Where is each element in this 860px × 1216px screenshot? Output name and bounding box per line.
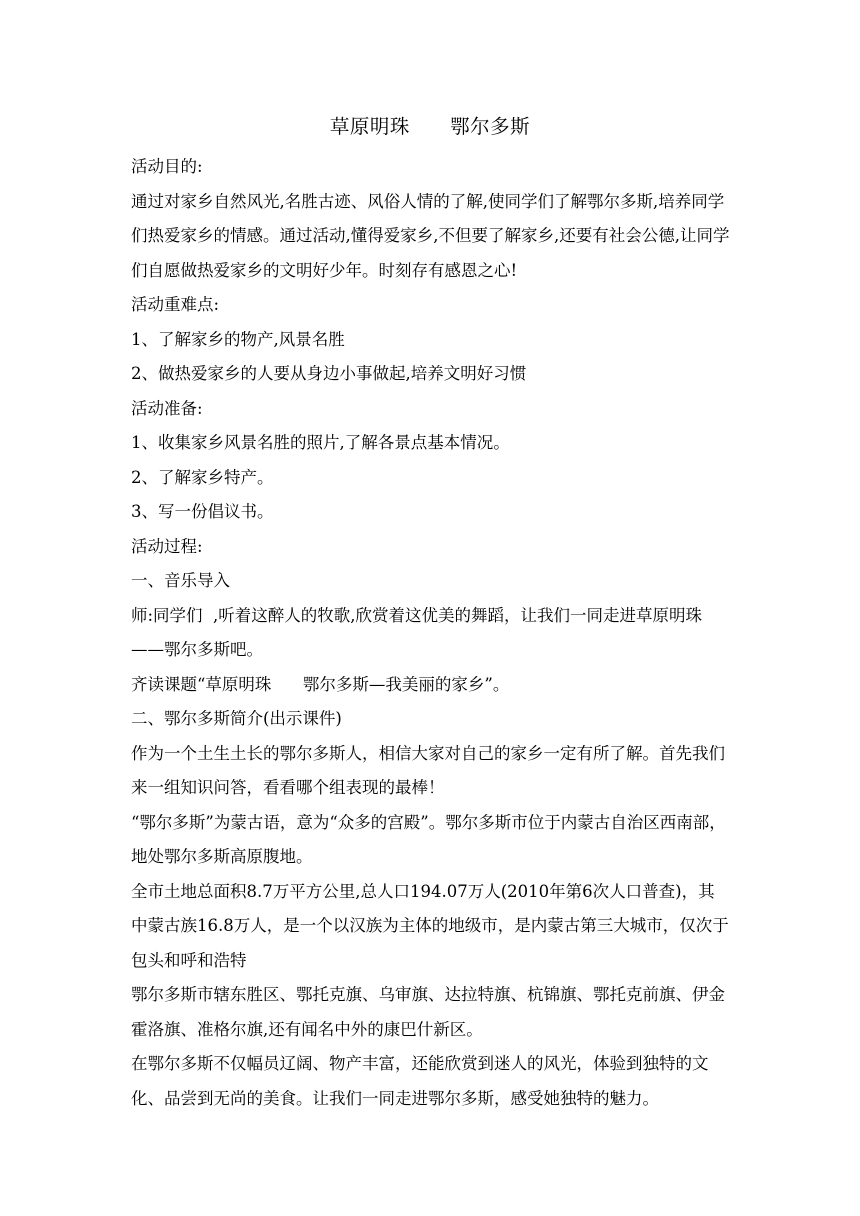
paragraph-districts: 鄂尔多斯市辖东胜区、鄂托克旗、乌审旗、达拉特旗、杭锦旗、鄂托克前旗、伊金霍洛旗、准格尔旗,还有闻名中外的康巴什新区。 <box>131 985 725 1039</box>
section-heading-purpose: 活动目的: <box>131 157 203 176</box>
paragraph-teacher-intro: 师:同学们 ,听着这醉人的牧歌,欣赏着这优美的舞蹈，让我们一同走进草原明珠——鄂尔多斯吧。 <box>131 605 703 659</box>
process-step-heading: 二、鄂尔多斯简介(出示课件) <box>131 709 342 728</box>
paragraph-closing: 在鄂尔多斯不仅幅员辽阔、物产丰富，还能欣赏到迷人的风光，体验到独特的文化、品尝到无尚的美食。让我们一同走进鄂尔多斯，感受她独特的魅力。 <box>131 1054 709 1108</box>
document-title: 草原明珠 鄂尔多斯 <box>329 115 531 138</box>
process-step-heading: 一、音乐导入 <box>131 571 230 590</box>
paragraph-purpose: 通过对家乡自然风光,名胜古迹、风俗人情的了解,使同学们了解鄂尔多斯,培养同学们热爱家乡的情感。通过活动,懂得爱家乡,不但要了解家乡,还要有社会公德,让同学们自愿做热爱家乡的文明好少年。时刻存有感恩之心! <box>131 191 730 280</box>
paragraph-read-title: 齐读课题“草原明珠 鄂尔多斯—我美丽的家乡”。 <box>131 674 510 694</box>
section-heading-process: 活动过程: <box>131 536 203 556</box>
paragraph-name-meaning: “鄂尔多斯”为蒙古语，意为“众多的宫殿”。鄂尔多斯市位于内蒙古自治区西南部，地处鄂尔多斯高原腹地。 <box>131 812 726 866</box>
document-body <box>131 150 731 1116</box>
section-heading-key-points: 活动重难点: <box>131 295 220 314</box>
key-point-item: 1、了解家乡的物产,风景名胜 <box>131 329 345 349</box>
preparation-item: 1、收集家乡风景名胜的照片,了解各景点基本情况。 <box>131 433 510 452</box>
paragraph-area-population: 全市土地总面积8.7万平方公里,总人口194.07万人(2010年第6次人口普查)，其中蒙古族16.8万人，是一个以汉族为主体的地级市，是内蒙古第三大城市，仅次于包头和呼和浩特 <box>131 881 729 970</box>
preparation-item: 2、了解家乡特产。 <box>131 467 274 487</box>
paragraph-quiz-intro: 作为一个土生土长的鄂尔多斯人，相信大家对自己的家乡一定有所了解。首先我们来一组知识问答，看看哪个组表现的最棒！ <box>131 743 725 797</box>
key-point-item: 2、做热爱家乡的人要从身边小事做起,培养文明好习惯 <box>131 364 527 383</box>
section-heading-preparation: 活动准备: <box>131 398 203 418</box>
preparation-item: 3、写一份倡议书。 <box>131 502 274 521</box>
